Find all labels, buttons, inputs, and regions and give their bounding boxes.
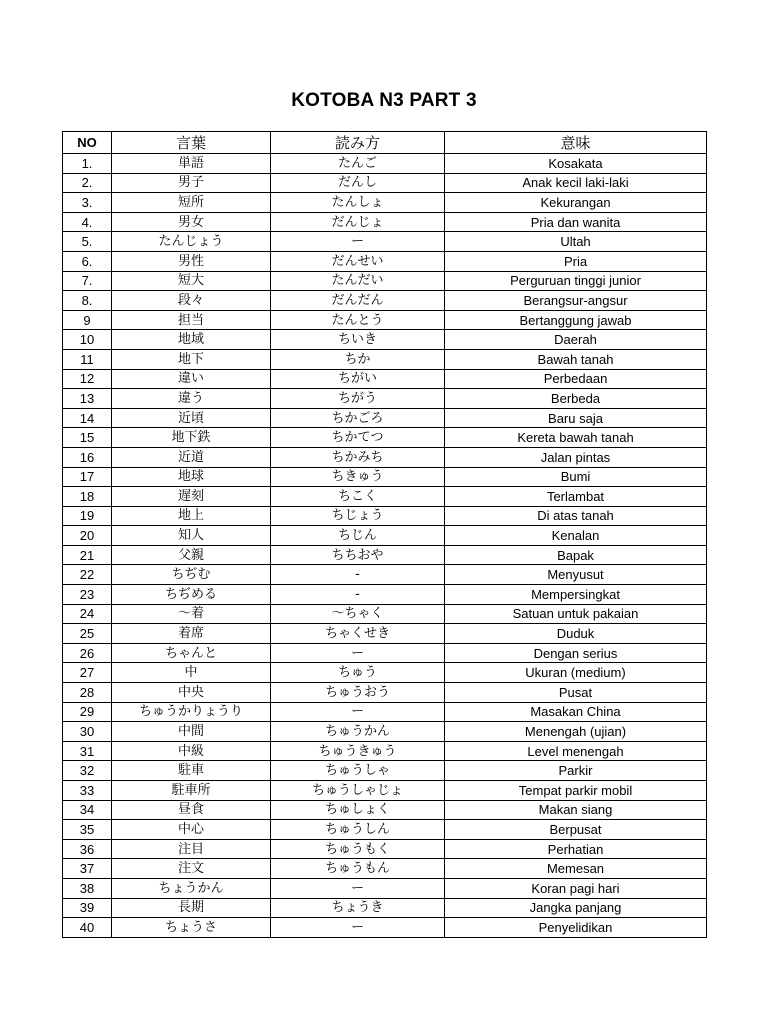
row-reading: 〜ちゃく bbox=[271, 604, 445, 624]
row-number: 21 bbox=[63, 545, 112, 565]
table-row bbox=[63, 369, 707, 389]
row-meaning: Bawah tanah bbox=[445, 349, 707, 369]
row-reading: ちゅうきゅう bbox=[271, 741, 445, 761]
row-number: 26 bbox=[63, 643, 112, 663]
table-row bbox=[63, 389, 707, 409]
row-number: 14 bbox=[63, 408, 112, 428]
row-word: 地下鉄 bbox=[112, 428, 271, 448]
row-number: 29 bbox=[63, 702, 112, 722]
row-reading: ちゅうもん bbox=[271, 859, 445, 879]
row-word: 駐車所 bbox=[112, 781, 271, 801]
table-row bbox=[63, 683, 707, 703]
row-number: 36 bbox=[63, 839, 112, 859]
row-number: 31 bbox=[63, 741, 112, 761]
row-meaning: Perguruan tinggi junior bbox=[445, 271, 707, 291]
row-number: 40 bbox=[63, 918, 112, 938]
row-word: 注目 bbox=[112, 839, 271, 859]
table-row bbox=[63, 604, 707, 624]
row-meaning: Pria dan wanita bbox=[445, 212, 707, 232]
row-meaning: Mempersingkat bbox=[445, 585, 707, 605]
row-word: たんじょう bbox=[112, 232, 271, 252]
table-body bbox=[63, 154, 707, 938]
row-number: 16 bbox=[63, 447, 112, 467]
row-meaning: Pria bbox=[445, 251, 707, 271]
column-header-word: 言葉 bbox=[112, 132, 271, 154]
row-word: 着席 bbox=[112, 624, 271, 644]
row-reading: ちょうき bbox=[271, 898, 445, 918]
row-reading: ー bbox=[271, 232, 445, 252]
row-reading: だんだん bbox=[271, 291, 445, 311]
row-reading: ちゅうかん bbox=[271, 722, 445, 742]
row-word: 短所 bbox=[112, 193, 271, 213]
row-number: 20 bbox=[63, 526, 112, 546]
row-word: 地球 bbox=[112, 467, 271, 487]
row-meaning: Kereta bawah tanah bbox=[445, 428, 707, 448]
row-number: 19 bbox=[63, 506, 112, 526]
row-word: 担当 bbox=[112, 310, 271, 330]
row-meaning: Bumi bbox=[445, 467, 707, 487]
row-reading: だんじょ bbox=[271, 212, 445, 232]
table-row bbox=[63, 251, 707, 271]
row-meaning: Tempat parkir mobil bbox=[445, 781, 707, 801]
row-reading: だんし bbox=[271, 173, 445, 193]
row-word: ちょうかん bbox=[112, 878, 271, 898]
row-meaning: Anak kecil laki-laki bbox=[445, 173, 707, 193]
row-reading: ちがい bbox=[271, 369, 445, 389]
row-word: 男女 bbox=[112, 212, 271, 232]
row-meaning: Duduk bbox=[445, 624, 707, 644]
row-word: 中央 bbox=[112, 683, 271, 703]
row-reading: ちゅうしゃ bbox=[271, 761, 445, 781]
row-meaning: Menyusut bbox=[445, 565, 707, 585]
row-reading: ちゅう bbox=[271, 663, 445, 683]
row-meaning: Menengah (ujian) bbox=[445, 722, 707, 742]
row-meaning: Bapak bbox=[445, 545, 707, 565]
table-row bbox=[63, 898, 707, 918]
row-meaning: Di atas tanah bbox=[445, 506, 707, 526]
row-meaning: Pusat bbox=[445, 683, 707, 703]
row-meaning: Memesan bbox=[445, 859, 707, 879]
row-reading: ちじょう bbox=[271, 506, 445, 526]
table-row bbox=[63, 545, 707, 565]
column-header-reading: 読み方 bbox=[271, 132, 445, 154]
row-reading: ちかごろ bbox=[271, 408, 445, 428]
page-title: KOTOBA N3 PART 3 bbox=[291, 90, 477, 111]
row-reading: ちゅうもく bbox=[271, 839, 445, 859]
row-meaning: Ukuran (medium) bbox=[445, 663, 707, 683]
row-reading: ー bbox=[271, 702, 445, 722]
row-word: 中心 bbox=[112, 820, 271, 840]
row-number: 4. bbox=[63, 212, 112, 232]
row-reading: ー bbox=[271, 878, 445, 898]
row-meaning: Masakan China bbox=[445, 702, 707, 722]
table-row bbox=[63, 447, 707, 467]
row-meaning: Perhatian bbox=[445, 839, 707, 859]
table-row bbox=[63, 761, 707, 781]
row-meaning: Berpusat bbox=[445, 820, 707, 840]
row-number: 2. bbox=[63, 173, 112, 193]
row-word: 駐車 bbox=[112, 761, 271, 781]
row-number: 18 bbox=[63, 487, 112, 507]
row-reading: たんしょ bbox=[271, 193, 445, 213]
row-reading: ちじん bbox=[271, 526, 445, 546]
row-reading: たんご bbox=[271, 154, 445, 174]
row-reading: ちいき bbox=[271, 330, 445, 350]
row-word: 〜着 bbox=[112, 604, 271, 624]
table-row bbox=[63, 585, 707, 605]
row-reading: ちこく bbox=[271, 487, 445, 507]
row-number: 38 bbox=[63, 878, 112, 898]
row-word: ちぢむ bbox=[112, 565, 271, 585]
row-number: 22 bbox=[63, 565, 112, 585]
row-number: 24 bbox=[63, 604, 112, 624]
table-row bbox=[63, 310, 707, 330]
row-word: 短大 bbox=[112, 271, 271, 291]
table-row bbox=[63, 918, 707, 938]
table-row bbox=[63, 173, 707, 193]
table-row bbox=[63, 212, 707, 232]
row-word: 注文 bbox=[112, 859, 271, 879]
row-word: ちゃんと bbox=[112, 643, 271, 663]
row-word: 違い bbox=[112, 369, 271, 389]
row-number: 12 bbox=[63, 369, 112, 389]
row-number: 37 bbox=[63, 859, 112, 879]
row-number: 25 bbox=[63, 624, 112, 644]
row-reading: ちきゅう bbox=[271, 467, 445, 487]
row-number: 27 bbox=[63, 663, 112, 683]
row-reading: ー bbox=[271, 643, 445, 663]
row-reading: たんとう bbox=[271, 310, 445, 330]
row-word: 遅刻 bbox=[112, 487, 271, 507]
column-header-no: NO bbox=[63, 132, 112, 154]
row-word: ちぢめる bbox=[112, 585, 271, 605]
row-number: 17 bbox=[63, 467, 112, 487]
row-word: 近頃 bbox=[112, 408, 271, 428]
row-reading: だんせい bbox=[271, 251, 445, 271]
table-row bbox=[63, 820, 707, 840]
table-row bbox=[63, 526, 707, 546]
row-meaning: Dengan serius bbox=[445, 643, 707, 663]
table-row bbox=[63, 800, 707, 820]
row-meaning: Makan siang bbox=[445, 800, 707, 820]
table-row bbox=[63, 291, 707, 311]
table-row bbox=[63, 781, 707, 801]
row-number: 32 bbox=[63, 761, 112, 781]
row-meaning: Kosakata bbox=[445, 154, 707, 174]
row-number: 7. bbox=[63, 271, 112, 291]
table-row bbox=[63, 487, 707, 507]
table-row bbox=[63, 859, 707, 879]
table-row bbox=[63, 349, 707, 369]
row-word: 地域 bbox=[112, 330, 271, 350]
row-number: 1. bbox=[63, 154, 112, 174]
row-meaning: Daerah bbox=[445, 330, 707, 350]
row-number: 30 bbox=[63, 722, 112, 742]
row-word: 地上 bbox=[112, 506, 271, 526]
table-row bbox=[63, 154, 707, 174]
row-word: 知人 bbox=[112, 526, 271, 546]
table-row bbox=[63, 839, 707, 859]
table-row bbox=[63, 467, 707, 487]
row-meaning: Penyelidikan bbox=[445, 918, 707, 938]
row-number: 28 bbox=[63, 683, 112, 703]
row-reading: ー bbox=[271, 918, 445, 938]
row-reading: ちゃくせき bbox=[271, 624, 445, 644]
row-number: 33 bbox=[63, 781, 112, 801]
row-meaning: Berbeda bbox=[445, 389, 707, 409]
row-number: 13 bbox=[63, 389, 112, 409]
row-word: 中 bbox=[112, 663, 271, 683]
row-meaning: Ultah bbox=[445, 232, 707, 252]
row-number: 6. bbox=[63, 251, 112, 271]
row-word: ちゅうかりょうり bbox=[112, 702, 271, 722]
row-reading: ちゅうしゃじょ bbox=[271, 781, 445, 801]
row-word: 中級 bbox=[112, 741, 271, 761]
row-meaning: Terlambat bbox=[445, 487, 707, 507]
row-word: 段々 bbox=[112, 291, 271, 311]
row-meaning: Perbedaan bbox=[445, 369, 707, 389]
row-reading: ちゅうおう bbox=[271, 683, 445, 703]
row-word: 中間 bbox=[112, 722, 271, 742]
table-row bbox=[63, 741, 707, 761]
row-word: 長期 bbox=[112, 898, 271, 918]
row-number: 5. bbox=[63, 232, 112, 252]
table-row bbox=[63, 643, 707, 663]
table-row bbox=[63, 330, 707, 350]
row-word: 男子 bbox=[112, 173, 271, 193]
row-word: 近道 bbox=[112, 447, 271, 467]
table-row bbox=[63, 878, 707, 898]
row-reading: ちかみち bbox=[271, 447, 445, 467]
row-meaning: Kekurangan bbox=[445, 193, 707, 213]
row-meaning: Bertanggung jawab bbox=[445, 310, 707, 330]
row-meaning: Jangka panjang bbox=[445, 898, 707, 918]
row-number: 15 bbox=[63, 428, 112, 448]
row-reading: たんだい bbox=[271, 271, 445, 291]
row-number: 39 bbox=[63, 898, 112, 918]
table-row bbox=[63, 271, 707, 291]
column-header-meaning: 意味 bbox=[445, 132, 707, 154]
row-word: 男性 bbox=[112, 251, 271, 271]
row-number: 35 bbox=[63, 820, 112, 840]
row-meaning: Satuan untuk pakaian bbox=[445, 604, 707, 624]
table-row bbox=[63, 663, 707, 683]
table-row bbox=[63, 232, 707, 252]
row-reading: - bbox=[271, 565, 445, 585]
table-row bbox=[63, 565, 707, 585]
row-number: 23 bbox=[63, 585, 112, 605]
row-number: 9 bbox=[63, 310, 112, 330]
table-row bbox=[63, 408, 707, 428]
row-meaning: Jalan pintas bbox=[445, 447, 707, 467]
row-reading: ちか bbox=[271, 349, 445, 369]
table-row bbox=[63, 193, 707, 213]
vocabulary-table bbox=[62, 131, 707, 938]
row-reading: - bbox=[271, 585, 445, 605]
row-reading: ちかてつ bbox=[271, 428, 445, 448]
row-word: 違う bbox=[112, 389, 271, 409]
row-reading: ちちおや bbox=[271, 545, 445, 565]
row-word: 単語 bbox=[112, 154, 271, 174]
row-reading: ちゅうしん bbox=[271, 820, 445, 840]
row-meaning: Berangsur-angsur bbox=[445, 291, 707, 311]
row-number: 8. bbox=[63, 291, 112, 311]
row-meaning: Parkir bbox=[445, 761, 707, 781]
row-word: 地下 bbox=[112, 349, 271, 369]
row-word: 昼食 bbox=[112, 800, 271, 820]
table-row bbox=[63, 624, 707, 644]
table-row bbox=[63, 506, 707, 526]
row-word: ちょうさ bbox=[112, 918, 271, 938]
table-row bbox=[63, 722, 707, 742]
row-number: 34 bbox=[63, 800, 112, 820]
row-word: 父親 bbox=[112, 545, 271, 565]
row-meaning: Level menengah bbox=[445, 741, 707, 761]
row-number: 3. bbox=[63, 193, 112, 213]
row-reading: ちがう bbox=[271, 389, 445, 409]
row-meaning: Baru saja bbox=[445, 408, 707, 428]
row-reading: ちゅしょく bbox=[271, 800, 445, 820]
table-row bbox=[63, 702, 707, 722]
row-number: 10 bbox=[63, 330, 112, 350]
table-header-row bbox=[63, 132, 707, 154]
row-number: 11 bbox=[63, 349, 112, 369]
row-meaning: Kenalan bbox=[445, 526, 707, 546]
table-row bbox=[63, 428, 707, 448]
row-meaning: Koran pagi hari bbox=[445, 878, 707, 898]
